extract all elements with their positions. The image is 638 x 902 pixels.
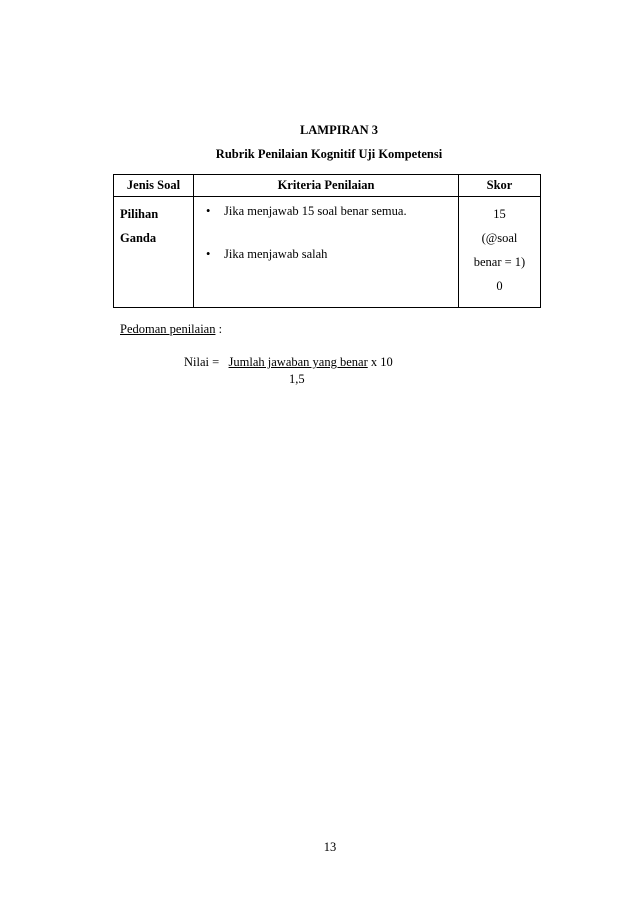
formula-numerator: Jumlah jawaban yang benar bbox=[228, 355, 368, 369]
rubric-table bbox=[113, 174, 541, 308]
jenis-soal-line: Ganda bbox=[120, 231, 157, 245]
table-row bbox=[114, 197, 541, 308]
page-title: LAMPIRAN 3 bbox=[299, 123, 379, 137]
bullet-icon: • bbox=[206, 247, 211, 261]
skor-line: benar = 1) bbox=[473, 255, 526, 269]
cell-jenis-soal bbox=[114, 197, 194, 308]
skor-line: (@soal bbox=[481, 231, 518, 245]
column-header-skor: Skor bbox=[459, 175, 541, 197]
criteria-item bbox=[202, 245, 458, 263]
cell-kriteria-penilaian bbox=[194, 197, 459, 308]
formula-denominator: 1,5 bbox=[289, 372, 305, 386]
criteria-text: Jika menjawab salah bbox=[224, 247, 328, 261]
criteria-item bbox=[202, 202, 458, 220]
jenis-soal-line: Pilihan bbox=[120, 207, 159, 221]
page-subtitle: Rubrik Penilaian Kognitif Uji Kompetensi bbox=[215, 147, 443, 161]
skor-line: 0 bbox=[496, 279, 503, 293]
criteria-text: Jika menjawab 15 soal benar semua. bbox=[224, 204, 407, 218]
guide-label-suffix: : bbox=[215, 322, 223, 336]
formula-suffix: x 10 bbox=[367, 355, 393, 369]
page-number: 13 bbox=[323, 840, 337, 854]
column-header-jenis-soal: Jenis Soal bbox=[114, 175, 194, 197]
score-formula bbox=[184, 355, 393, 370]
table-header-row bbox=[114, 175, 541, 197]
formula-prefix: Nilai = bbox=[184, 355, 223, 369]
skor-line: 15 bbox=[493, 207, 506, 221]
bullet-icon: • bbox=[206, 204, 211, 218]
guide-label-text: Pedoman penilaian bbox=[120, 322, 216, 336]
cell-skor bbox=[459, 197, 541, 308]
guide-label bbox=[120, 322, 222, 337]
column-header-kriteria-penilaian: Kriteria Penilaian bbox=[194, 175, 459, 197]
